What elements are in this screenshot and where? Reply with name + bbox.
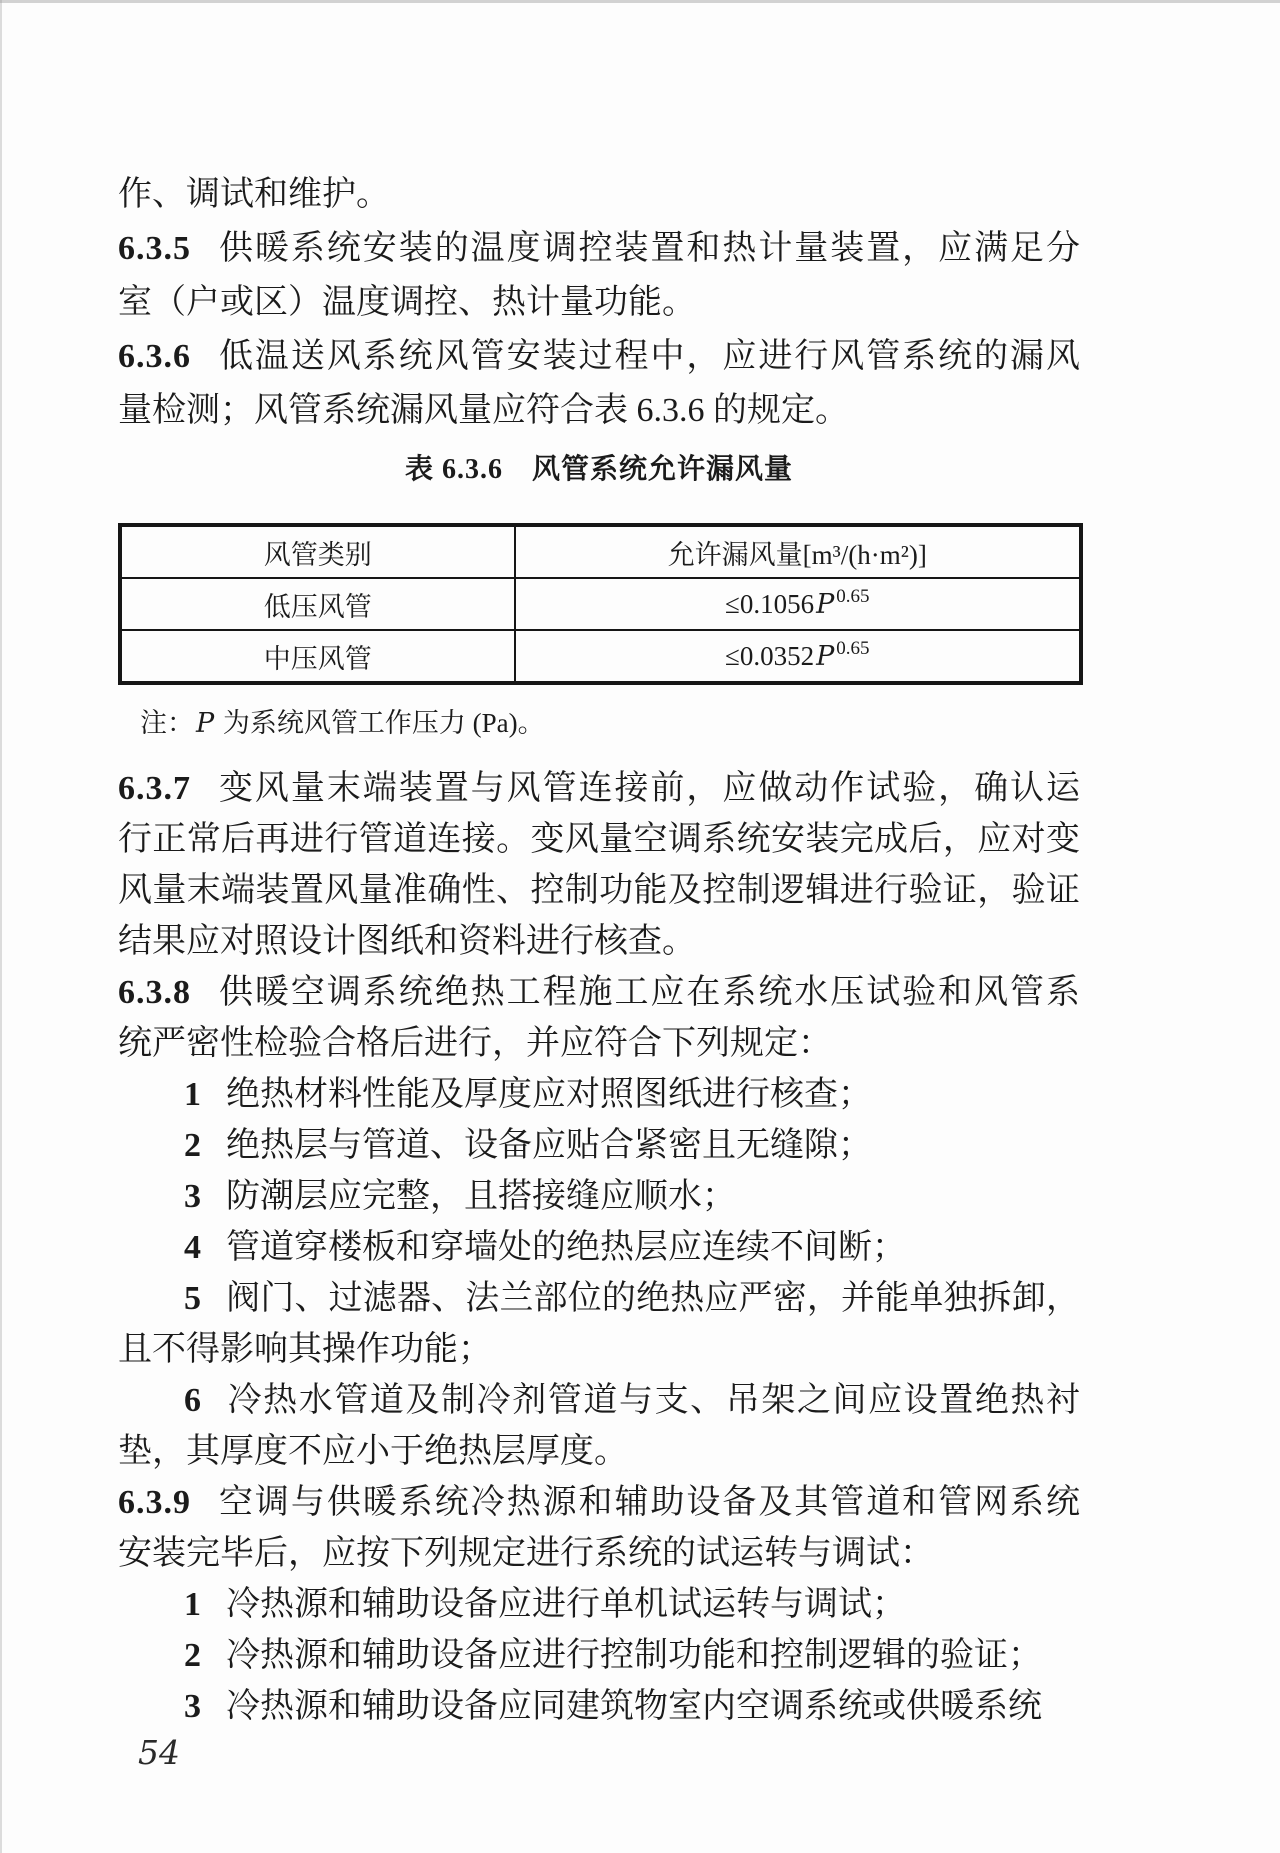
item-number: 2 bbox=[184, 1637, 201, 1674]
note-text: 为系统风管工作压力 (Pa)。 bbox=[216, 708, 545, 738]
clause-text: 变风量末端装置与风管连接前，应做动作试验，确认运 bbox=[217, 770, 1080, 807]
clause-639-item1 bbox=[118, 1579, 1080, 1630]
item-text: 防潮层应完整，且搭接缝应顺水； bbox=[226, 1178, 736, 1215]
clause-639-item2 bbox=[118, 1630, 1080, 1681]
scan-artifact-left bbox=[0, 0, 2, 1853]
item-number: 5 bbox=[184, 1280, 201, 1317]
pressure-variable: P bbox=[816, 588, 835, 620]
item-text: 阀门、过滤器、法兰部位的绝热应严密，并能单独拆卸， bbox=[226, 1280, 1080, 1317]
limit-exponent: 0.65 bbox=[836, 637, 870, 659]
clause-636-line1 bbox=[118, 330, 1080, 384]
item-number: 3 bbox=[184, 1178, 201, 1215]
clause-number: 6.3.8 bbox=[118, 974, 191, 1011]
clause-637-line2: 行正常后再进行管道连接。变风量空调系统安装完成后，应对变 bbox=[118, 821, 1080, 858]
limit-prefix: ≤0.0352 bbox=[725, 640, 815, 671]
clause-638-item5-line1 bbox=[118, 1273, 1080, 1324]
text-column bbox=[118, 0, 1080, 1732]
clause-638-item1 bbox=[118, 1069, 1080, 1120]
pressure-variable: P bbox=[816, 640, 835, 672]
item-text: 绝热材料性能及厚度应对照图纸进行核查； bbox=[226, 1076, 872, 1113]
item-number: 1 bbox=[184, 1076, 201, 1113]
clause-number: 6.3.5 bbox=[118, 230, 191, 267]
header-duct-category: 风管类别 bbox=[120, 525, 515, 578]
item-text: 管道穿楼板和穿墙处的绝热层应连续不间断； bbox=[226, 1229, 906, 1266]
note-label: 注： bbox=[140, 708, 194, 738]
limit-exponent: 0.65 bbox=[836, 585, 870, 607]
table-row bbox=[120, 578, 1081, 630]
clause-635-line2: 室（户或区）温度调控、热计量功能。 bbox=[118, 284, 696, 321]
item-text: 冷热源和辅助设备应进行单机试运转与调试； bbox=[226, 1586, 906, 1623]
limit-prefix: ≤0.1056 bbox=[725, 588, 815, 619]
clause-text: 供暖系统安装的温度调控装置和热计量装置，应满足分 bbox=[217, 230, 1080, 267]
clause-639-item3 bbox=[118, 1681, 1080, 1732]
clause-number: 6.3.7 bbox=[118, 770, 191, 807]
clause-637-line3: 风量末端装置风量准确性、控制功能及控制逻辑进行验证，验证 bbox=[118, 872, 1080, 909]
cell-category: 中压风管 bbox=[120, 630, 515, 683]
item-number: 1 bbox=[184, 1586, 201, 1623]
page-number: 54 bbox=[138, 1733, 180, 1772]
item-number: 6 bbox=[184, 1382, 201, 1419]
table-title: 表 6.3.6 风管系统允许漏风量 bbox=[404, 454, 793, 485]
clause-638-item6-line1 bbox=[118, 1375, 1080, 1426]
clause-637-line4: 结果应对照设计图纸和资料进行核查。 bbox=[118, 923, 696, 960]
table-header-row bbox=[120, 525, 1081, 578]
clause-638-line2: 统严密性检验合格后进行，并应符合下列规定： bbox=[118, 1025, 832, 1062]
cell-category: 低压风管 bbox=[120, 578, 515, 630]
cell-limit bbox=[515, 630, 1081, 683]
clause-637-line1 bbox=[118, 763, 1080, 814]
clause-639-line1 bbox=[118, 1477, 1080, 1528]
clause-635-line1 bbox=[118, 222, 1080, 276]
clause-638-line1 bbox=[118, 967, 1080, 1018]
item-text: 绝热层与管道、设备应贴合紧密且无缝隙； bbox=[226, 1127, 872, 1164]
clause-636-line2: 量检测；风管系统漏风量应符合表 6.3.6 的规定。 bbox=[118, 392, 849, 429]
header-allowed-leakage: 允许漏风量[m³/(h·m²)] bbox=[515, 525, 1081, 578]
clause-638-item6-line2: 垫，其厚度不应小于绝热层厚度。 bbox=[118, 1433, 628, 1470]
table-note bbox=[118, 703, 1080, 743]
item-text: 冷热水管道及制冷剂管道与支、吊架之间应设置绝热衬 bbox=[226, 1382, 1080, 1419]
clause-text: 供暖空调系统绝热工程施工应在系统水压试验和风管系 bbox=[217, 974, 1080, 1011]
item-text: 冷热源和辅助设备应进行控制功能和控制逻辑的验证； bbox=[226, 1637, 1042, 1674]
leakage-table bbox=[118, 523, 1083, 685]
item-text: 冷热源和辅助设备应同建筑物室内空调系统或供暖系统 bbox=[226, 1688, 1042, 1725]
item-number: 2 bbox=[184, 1127, 201, 1164]
item-number: 4 bbox=[184, 1229, 201, 1266]
clause-638-item2 bbox=[118, 1120, 1080, 1171]
clause-text: 空调与供暖系统冷热源和辅助设备及其管道和管网系统 bbox=[217, 1484, 1080, 1521]
clause-638-item4 bbox=[118, 1222, 1080, 1273]
clause-638-item3 bbox=[118, 1171, 1080, 1222]
lower-section bbox=[118, 763, 1080, 1732]
item-number: 3 bbox=[184, 1688, 201, 1725]
pressure-variable: P bbox=[196, 708, 215, 739]
intro-continuation-line: 作、调试和维护。 bbox=[118, 176, 390, 213]
cell-limit bbox=[515, 578, 1081, 630]
clause-text: 低温送风系统风管安装过程中，应进行风管系统的漏风 bbox=[217, 338, 1080, 375]
clause-639-line2: 安装完毕后，应按下列规定进行系统的试运转与调试： bbox=[118, 1535, 934, 1572]
clause-638-item5-line2: 且不得影响其操作功能； bbox=[118, 1331, 492, 1368]
table-row bbox=[120, 630, 1081, 683]
clause-number: 6.3.6 bbox=[118, 338, 191, 375]
clause-number: 6.3.9 bbox=[118, 1484, 191, 1521]
